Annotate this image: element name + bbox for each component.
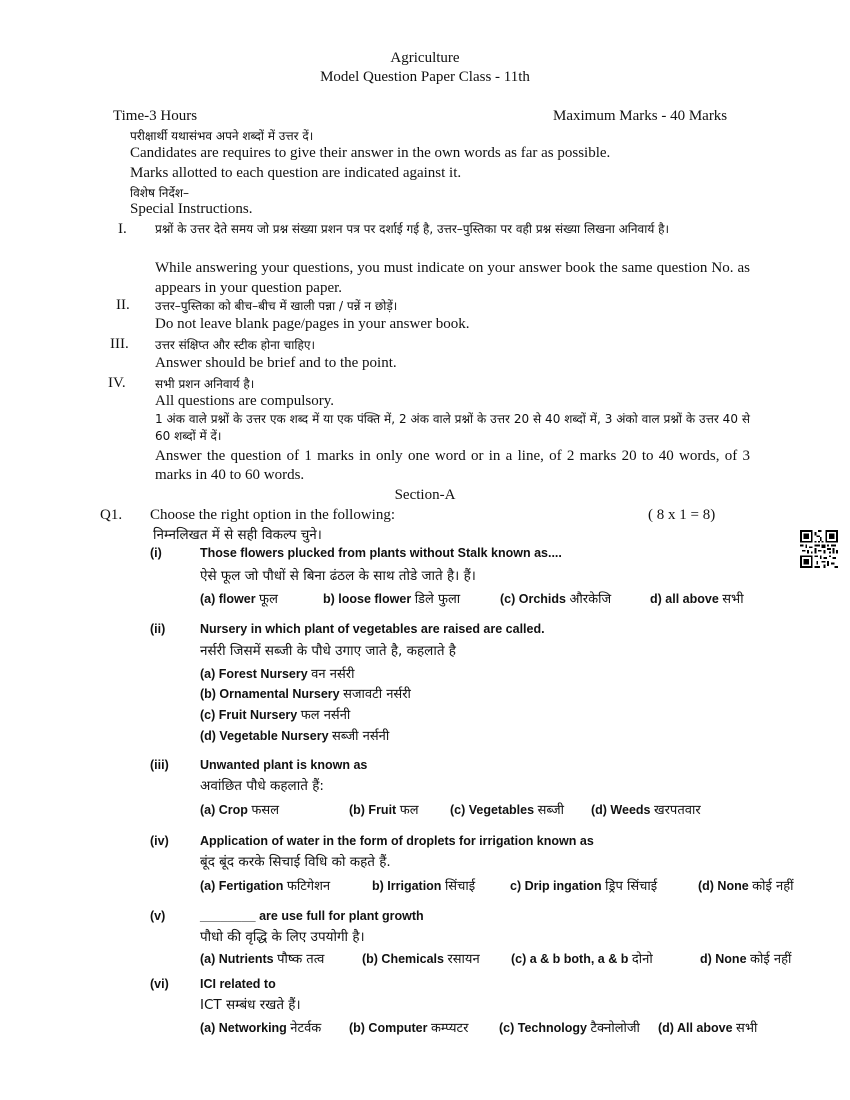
option: (a) Networking नेटर्वक [200, 1021, 322, 1036]
question-text-hindi: निम्नलिखत में से सही विकल्प चुने। [153, 527, 322, 543]
instruction-number: III. [110, 336, 129, 352]
option: (b) Chemicals रसायन [362, 952, 480, 967]
option: (c) Fruit Nursery फल नर्सनी [200, 708, 351, 723]
special-instructions-hindi: विशेष निर्देश– [130, 186, 189, 200]
option: (a) Forest Nursery वन नर्सरी [200, 667, 355, 682]
option: b) loose flower डिले फुला [323, 592, 461, 607]
instruction-4-hindi: सभी प्रशन अनिवार्य है। [155, 377, 255, 391]
sub-question-text: Application of water in the form of droplets for irrigation known as [200, 834, 594, 848]
instruction-1-english: While answering your questions, you must indicate on your answer book the same question No. as appears in your question paper. [155, 260, 750, 296]
option: (b) Fruit फल [349, 803, 419, 818]
instruction-2-hindi: उत्तर–पुस्तिका को बीच–बीच में खाली पन्ना / पन्नें न छोड़ें। [155, 299, 398, 313]
option: (c) Vegetables सब्जी [450, 803, 565, 818]
instruction-1-hindi: प्रश्नों के उत्तर देते समय जो प्रश्न संख्या प्रशन पत्र पर दर्शाई गई है, उत्तर–पुस्तिका पर वही प्रश्न संख्या लिखना अनिवार्य है। [155, 222, 670, 236]
instruction-number: II. [116, 297, 130, 313]
option: (a) Fertigation फटिगेशन [200, 879, 331, 894]
question-number: Q1. [100, 507, 123, 523]
sub-question-hindi: बूंद बूंद करके सिचाई विधि को कहते हैं. [200, 854, 391, 870]
instruction-2-english: Do not leave blank page/pages in your answer book. [155, 316, 470, 332]
instruction-english-1: Candidates are requires to give their answer in the own words as far as possible. [130, 145, 611, 161]
section-heading: Section-A [394, 487, 456, 503]
sub-question-hindi: ऐसे फूल जो पौधों से बिना ढंठल के साथ तोडे जाते है। हैं। [200, 568, 476, 584]
option: d) None कोई नहीं [700, 952, 792, 967]
sub-question-hindi: अवांछित पौधे कहलाते हैं: [200, 778, 324, 794]
sub-question-number: (iii) [150, 758, 169, 772]
option: (a) Crop फसल [200, 803, 280, 818]
option: (b) Computer कम्प्यटर [349, 1021, 469, 1036]
sub-question-number: (ii) [150, 622, 166, 636]
instruction-4-english: All questions are compulsory. [155, 393, 334, 409]
instruction-number: IV. [108, 375, 126, 391]
option: (c) a & b both, a & b दोनो [511, 952, 653, 967]
paper-title: Model Question Paper Class - 11th [320, 69, 530, 85]
sub-question-number: (iv) [150, 834, 169, 848]
qr-code [800, 530, 838, 568]
sub-question-text: ________ are use full for plant growth [200, 909, 424, 923]
instruction-3-english: Answer should be brief and to the point. [155, 355, 397, 371]
option: (c) Orchids औरकेजि [500, 592, 612, 607]
sub-question-hindi: पौधो की वृद्धि के लिए उपयोगी है। [200, 929, 365, 945]
instruction-3-hindi: उत्तर संक्षिप्त और स्टीक होना चाहिए। [155, 338, 316, 352]
sub-question-number: (i) [150, 546, 162, 560]
option: (d) All above सभी [658, 1021, 758, 1036]
subject-title: Agriculture [390, 50, 460, 66]
option: (d) Weeds खरपतवार [591, 803, 701, 818]
option: (b) Ornamental Nursery सजावटी नर्सरी [200, 687, 411, 702]
sub-question-hindi: नर्सरी जिसमें सब्जी के पौधे उगाए जाते है, कहलाते है [200, 643, 456, 659]
time-label: Time-3 Hours [113, 108, 198, 124]
sub-question-hindi: ICT सम्बंध रखते हैं। [200, 997, 301, 1013]
instruction-4-english-2: Answer the question of 1 marks in only one word or in a line, of 2 marks 20 to 40 words, of 3 marks in 40 to 60 words. [155, 448, 750, 483]
option: c) Drip ingation ड्रिप सिंचाई [510, 879, 658, 894]
option: (c) Technology टैक्नोलोजी [499, 1021, 640, 1036]
sub-question-text: Unwanted plant is known as [200, 758, 368, 772]
sub-question-number: (v) [150, 909, 166, 923]
sub-question-text: Nursery in which plant of vegetables are raised are called. [200, 622, 545, 636]
sub-question-text: ICI related to [200, 977, 276, 991]
instruction-hindi-1: परीक्षार्थी यथासंभव अपने शब्दों में उत्तर दें। [130, 129, 314, 143]
instruction-english-2: Marks allotted to each question are indicated against it. [130, 165, 462, 181]
option: (d) Vegetable Nursery सब्जी नर्सनी [200, 729, 390, 744]
special-instructions-heading: Special Instructions. [130, 201, 253, 217]
sub-question-text: Those flowers plucked from plants without Stalk known as.... [200, 546, 562, 560]
option: b) Irrigation सिंचाई [372, 879, 476, 894]
instruction-number: I. [118, 221, 127, 237]
sub-question-number: (vi) [150, 977, 169, 991]
question-text: Choose the right option in the following: [150, 507, 395, 523]
option: d) all above सभी [650, 592, 744, 607]
option: (d) None कोई नहीं [698, 879, 794, 894]
option: (a) flower फूल [200, 592, 278, 607]
question-marks: ( 8 x 1 = 8) [648, 507, 716, 523]
option: (a) Nutrients पौष्क तत्व [200, 952, 325, 967]
max-marks-label: Maximum Marks - 40 Marks [553, 108, 728, 124]
instruction-4-hindi-2: 1 अंक वाले प्रश्नों के उत्तर एक शब्द में या एक पंक्ति में, 2 अंक वाले प्रश्नों के उत्तर 20 से 40 शब्दों में, 3 अंको वाल प्रश्नों के उत्तर 40 से 60 शब्दों में दें। [155, 412, 750, 443]
